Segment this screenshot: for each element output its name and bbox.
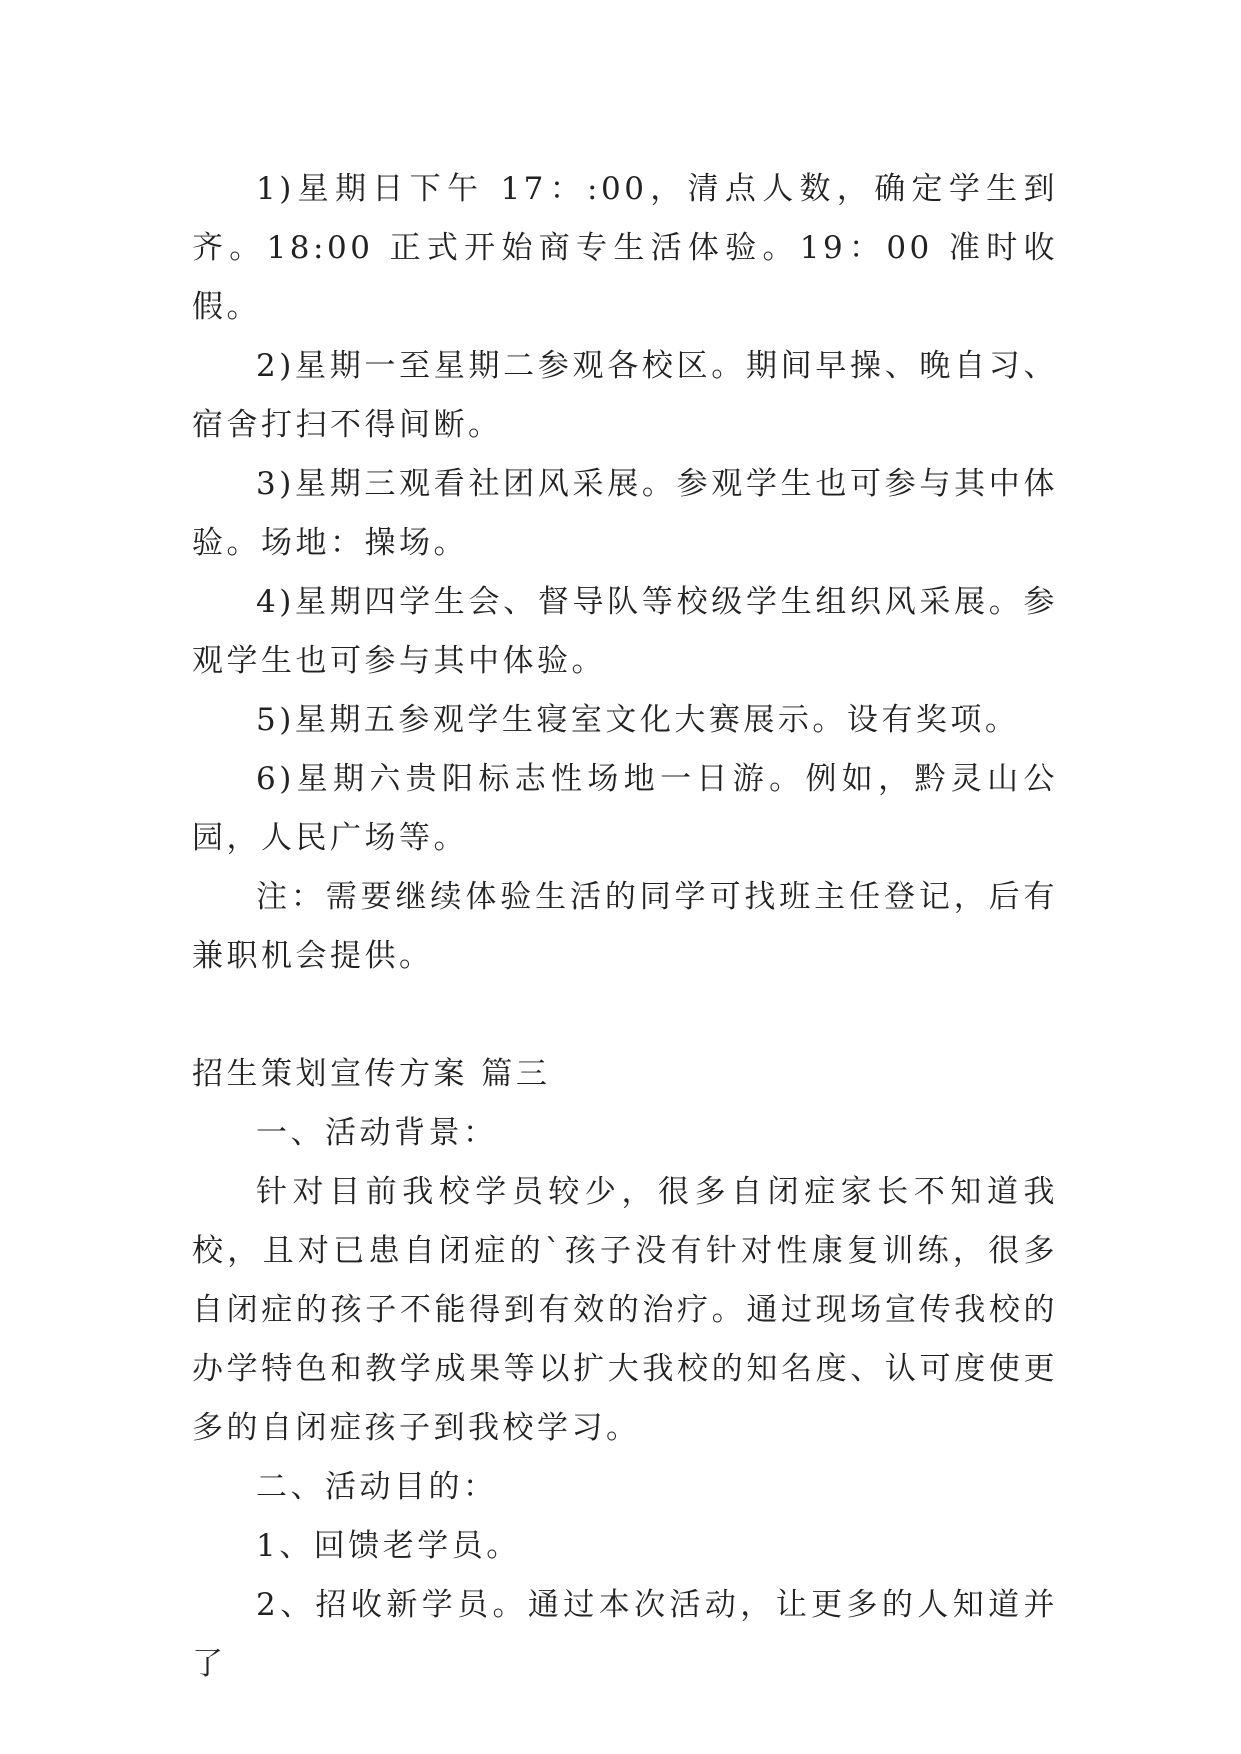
section-title: 招生策划宣传方案 篇三	[192, 1056, 551, 1092]
background-heading: 一、活动背景：	[256, 1115, 498, 1151]
background-paragraph: 针对目前我校学员较少，很多自闭症家长不知道我校，且对已患自闭症的`孩子没有针对性康复训练，很多自闭症的孩子不能得到有效的治疗。通过现场宣传我校的办学特色和教学成果等以扩大我校的知名度、认可度使更多的自闭症孩子到我校学习。	[192, 1174, 1058, 1446]
schedule-item-wednesday: 3)星期三观看社团风采展。参观学生也可参与其中体验。场地：操场。	[192, 466, 1058, 561]
schedule-item-mon-tue: 2)星期一至星期二参观各校区。期间早操、晚自习、宿舍打扫不得间断。	[192, 348, 1058, 443]
schedule-item-sunday: 1)星期日下午 17：:00，清点人数，确定学生到齐。18:00 正式开始商专生活体验。19：00 准时收假。	[192, 171, 1058, 325]
schedule-item-saturday: 6)星期六贵阳标志性场地一日游。例如，黔灵山公园，人民广场等。	[192, 761, 1058, 856]
purpose-heading: 二、活动目的：	[256, 1469, 498, 1505]
purpose-item-2: 2、招收新学员。通过本次活动，让更多的人知道并了	[192, 1587, 1058, 1682]
schedule-item-friday: 5)星期五参观学生寝室文化大赛展示。设有奖项。	[256, 702, 1020, 738]
schedule-note: 注：需要继续体验生活的同学可找班主任登记，后有兼职机会提供。	[192, 879, 1058, 974]
purpose-item-1: 1、回馈老学员。	[256, 1528, 521, 1564]
schedule-item-thursday: 4)星期四学生会、督导队等校级学生组织风采展。参观学生也可参与其中体验。	[192, 584, 1058, 679]
document-body	[192, 160, 1058, 1694]
